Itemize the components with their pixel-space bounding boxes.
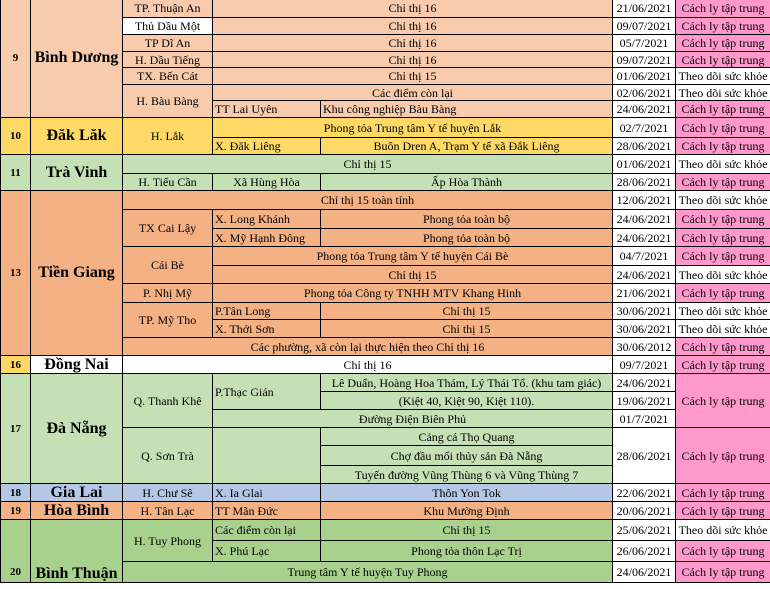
status-cell: Theo dõi sức khỏe	[676, 303, 770, 320]
date-cell: 21/06/2021	[613, 0, 676, 18]
date-cell: 24/06/2021	[613, 562, 676, 583]
district-cell: H. Dầu Tiếng	[123, 52, 213, 68]
status-cell: Cách ly tập trung	[676, 138, 770, 155]
province-number: 20	[1, 520, 31, 583]
date-cell: 02/06/2021	[613, 85, 676, 101]
ward-cell: X. Mỹ Hạnh Đông	[213, 229, 321, 247]
measure-cell: Các phường, xã còn lại thực hiện theo Chỉ thị 16	[123, 338, 613, 356]
measure-cell: Phong tỏa toàn bộ	[321, 229, 613, 247]
measure-cell: Chợ đầu mối thủy sản Đà Nẵng	[321, 446, 613, 466]
measure-cell: Buôn Dren A, Trạm Y tế xã Đắk Liêng	[321, 138, 613, 155]
date-cell: 05/7/2021	[613, 35, 676, 52]
date-cell: 01/06/2021	[613, 155, 676, 174]
date-cell: 09/07/2021	[613, 52, 676, 68]
date-cell: 20/06/2021	[613, 502, 676, 520]
province-name: Hòa Bình	[31, 502, 123, 520]
status-cell: Cách ly tập trung	[676, 541, 770, 562]
district-cell: TP. Mỹ Tho	[123, 303, 213, 338]
province-number: 18	[1, 484, 31, 502]
ward-cell: X. Long Khánh	[213, 210, 321, 229]
measure-cell: Chỉ thị 15 toàn tỉnh	[123, 191, 613, 210]
status-cell: Cách ly tập trung	[676, 428, 770, 484]
ward-cell: X. Thới Sơn	[213, 320, 321, 338]
status-cell: Theo dõi sức khỏe	[676, 191, 770, 210]
district-cell: Q. Sơn Trà	[123, 428, 213, 484]
measure-cell: Đường Điện Biên Phủ	[213, 410, 613, 428]
status-cell: Cách ly tập trung	[676, 101, 770, 118]
province-number: 11	[1, 155, 31, 191]
measure-cell: Chỉ thị 15	[321, 520, 613, 541]
measure-cell: Chỉ thị 15	[321, 303, 613, 320]
district-cell: H. Tiểu Cần	[123, 174, 213, 191]
date-cell: 01/7/2021	[613, 410, 676, 428]
district-cell: H. Lắk	[123, 118, 213, 155]
date-cell: 30/06/2021	[613, 303, 676, 320]
measure-cell: Phong tỏa Công ty TNHH MTV Khang Hinh	[213, 284, 613, 303]
date-cell: 28/06/2021	[613, 138, 676, 155]
status-cell: Cách ly tập trung	[676, 18, 770, 35]
measure-cell: Chỉ thị 16	[213, 52, 613, 68]
district-cell: Q. Thanh Khê	[123, 374, 213, 428]
ward-cell: P.Tân Long	[213, 303, 321, 320]
ward-cell: Các điểm còn lại	[213, 520, 321, 541]
status-cell: Cách ly tập trung	[676, 229, 770, 247]
district-cell: TP Dĩ An	[123, 35, 213, 52]
measure-cell: Chỉ thị 16	[213, 18, 613, 35]
ward-cell: TT Lai Uyên	[213, 101, 321, 118]
date-cell: 24/06/2021	[613, 210, 676, 229]
ward-cell	[213, 428, 321, 484]
province-number: 16	[1, 356, 31, 374]
status-cell: Cách ly tập trung	[676, 484, 770, 502]
measure-cell: (Kiệt 40, Kiệt 90, Kiệt 110).	[321, 392, 613, 410]
district-cell: Cái Bè	[123, 247, 213, 284]
province-number: 9	[1, 0, 31, 118]
measure-cell: Phong tỏa thôn Lạc Trị	[321, 541, 613, 562]
district-cell: TP. Thuận An	[123, 0, 213, 18]
date-cell: 09/07/2021	[613, 18, 676, 35]
date-cell: 30/06/2021	[613, 320, 676, 338]
ward-cell: Xã Hùng Hòa	[213, 174, 321, 191]
province-name: Tiền Giang	[31, 191, 123, 356]
province-name: Bình Dương	[31, 0, 123, 118]
status-cell: Cách ly tập trung	[676, 52, 770, 68]
measure-cell: Ấp Hòa Thành	[321, 174, 613, 191]
ward-cell: X. Đăk Liêng	[213, 138, 321, 155]
ward-cell: X. Ia Glai	[213, 484, 321, 502]
status-cell: Cách ly tập trung	[676, 502, 770, 520]
date-cell: 28/06/2021	[613, 174, 676, 191]
date-cell: 21/06/2021	[613, 284, 676, 303]
date-cell: 24/06/2021	[613, 374, 676, 392]
status-cell: Theo dõi sức khỏe	[676, 155, 770, 174]
district-cell: TX. Bến Cát	[123, 68, 213, 85]
district-cell: Thủ Dầu Một	[123, 18, 213, 35]
status-cell: Cách ly tập trung	[676, 210, 770, 229]
date-cell: 24/06/2021	[613, 266, 676, 284]
date-cell: 26/06/2021	[613, 541, 676, 562]
measure-cell: Chỉ thị 15	[213, 266, 613, 284]
status-cell: Cách ly tập trung	[676, 35, 770, 52]
status-cell: Theo dõi sức khỏe	[676, 85, 770, 101]
measure-cell: Trung tâm Y tế huyện Tuy Phong	[123, 562, 613, 583]
ward-cell: TT Mãn Đức	[213, 502, 321, 520]
measure-cell: Phong tỏa Trung tâm Y tế huyện Lắk	[213, 118, 613, 138]
measure-cell: Tuyến đường Vũng Thùng 6 và Vũng Thùng 7	[321, 466, 613, 484]
district-cell: TX Cai Lậy	[123, 210, 213, 247]
measure-cell: Chỉ thị 16	[213, 0, 613, 18]
measure-cell: Phong tỏa Trung tâm Y tế huyện Cái Bè	[213, 247, 613, 266]
measure-cell: Khu công nghiệp Bàu Bàng	[321, 101, 613, 118]
status-cell: Theo dõi sức khỏe	[676, 266, 770, 284]
status-cell: Cách ly tập trung	[676, 374, 770, 428]
province-name: Đăk Lăk	[31, 118, 123, 155]
province-name: Trà Vinh	[31, 155, 123, 191]
status-cell: Cách ly tập trung	[676, 562, 770, 583]
date-cell: 19/06/2021	[613, 392, 676, 410]
status-cell: Cách ly tập trung	[676, 247, 770, 266]
measure-cell: Thôn Yon Tok	[321, 484, 613, 502]
status-cell: Cách ly tập trung	[676, 356, 770, 374]
district-cell: H. Bàu Bàng	[123, 85, 213, 118]
measure-cell: Chỉ thị 16	[123, 356, 613, 374]
date-cell: 24/06/2021	[613, 101, 676, 118]
measure-cell: Các điểm còn lại	[213, 85, 613, 101]
status-cell: Theo dõi sức khỏe	[676, 520, 770, 541]
province-name: Gia Lai	[31, 484, 123, 502]
province-name: Đồng Nai	[31, 356, 123, 374]
ward-cell: X. Phú Lạc	[213, 541, 321, 562]
date-cell: 01/06/2021	[613, 68, 676, 85]
date-cell: 09/7/2021	[613, 356, 676, 374]
date-cell: 22/06/2021	[613, 484, 676, 502]
measure-cell: Phong tỏa toàn bộ	[321, 210, 613, 229]
date-cell: 12/06/2021	[613, 191, 676, 210]
province-number: 17	[1, 374, 31, 484]
status-cell: Cách ly tập trung	[676, 174, 770, 191]
status-cell: Cách ly tập trung	[676, 284, 770, 303]
measure-cell: Lê Duẩn, Hoàng Hoa Thám, Lý Thái Tổ. (khu tam giác)	[321, 374, 613, 392]
status-cell: Cách ly tập trung	[676, 338, 770, 356]
province-name: Đà Nẵng	[31, 374, 123, 484]
date-cell: 25/06/2021	[613, 520, 676, 541]
status-cell: Theo dõi sức khỏe	[676, 68, 770, 85]
province-name: Bình Thuận	[31, 520, 123, 583]
province-number: 10	[1, 118, 31, 155]
measure-cell: Chỉ thị 15	[123, 155, 613, 174]
province-number: 19	[1, 502, 31, 520]
measure-cell: Chỉ thị 16	[213, 35, 613, 52]
measure-cell: Cảng cá Thọ Quang	[321, 428, 613, 446]
date-cell: 02/7/2021	[613, 118, 676, 138]
province-number: 13	[1, 191, 31, 356]
date-cell: 30/06/2012	[613, 338, 676, 356]
status-cell: Theo dõi sức khỏe	[676, 320, 770, 338]
measure-cell: Chỉ thị 15	[321, 320, 613, 338]
district-cell: H. Chư Sê	[123, 484, 213, 502]
district-cell: H. Tuy Phong	[123, 520, 213, 562]
date-cell: 24/06/2021	[613, 229, 676, 247]
status-cell: Cách ly tập trung	[676, 118, 770, 138]
measure-cell: Khu Mường Định	[321, 502, 613, 520]
district-cell: P. Nhị Mỹ	[123, 284, 213, 303]
date-cell: 04/7/2021	[613, 247, 676, 266]
date-cell: 28/06/2021	[613, 428, 676, 484]
ward-cell: P.Thạc Gián	[213, 374, 321, 410]
measure-cell: Chỉ thị 15	[213, 68, 613, 85]
status-cell: Cách ly tập trung	[676, 0, 770, 18]
district-cell: H. Tân Lạc	[123, 502, 213, 520]
